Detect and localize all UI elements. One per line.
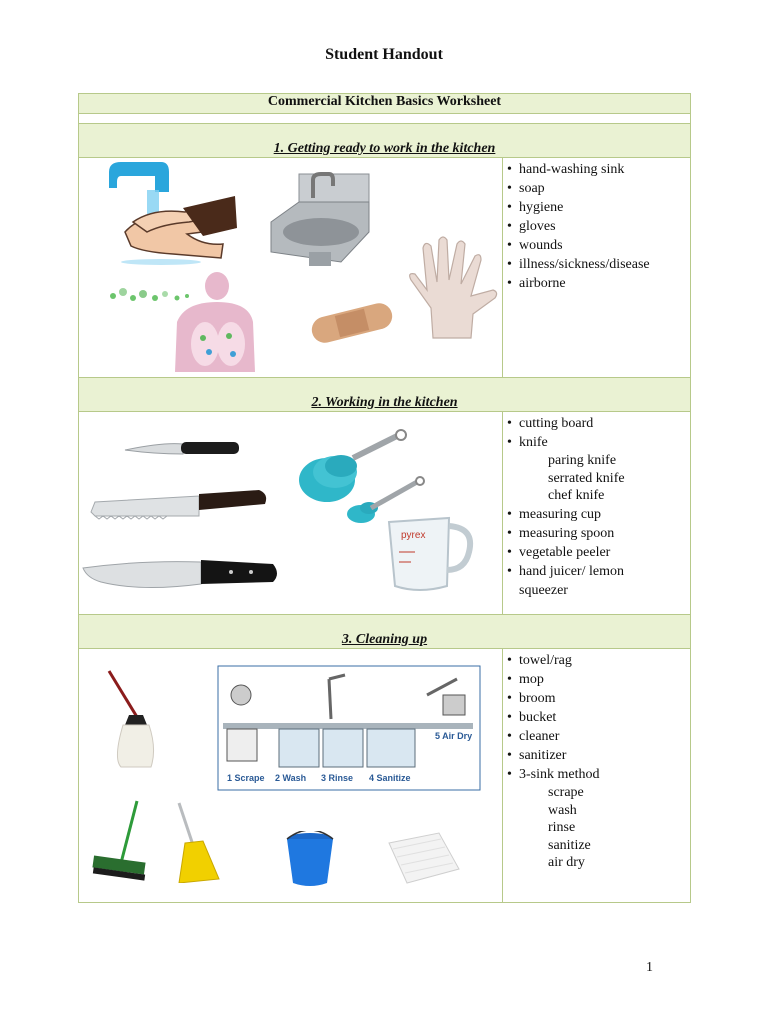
- towel-icon: [383, 829, 463, 887]
- list-item: • hand-washing sink: [507, 162, 625, 177]
- list-item: squeezer: [519, 582, 568, 598]
- diagram-step-wash: 2 Wash: [275, 773, 307, 783]
- three-sink-method-diagram: [217, 665, 481, 791]
- worksheet-table: [78, 93, 691, 903]
- cup-brand-label: pyrex: [401, 530, 426, 541]
- section-3-terms: [503, 649, 691, 903]
- spacer-row: [79, 114, 691, 124]
- list-item: • 3-sink method: [507, 767, 600, 782]
- airborne-illness-icon: [105, 272, 255, 372]
- method-step: sanitize: [548, 837, 591, 853]
- list-item: • hygiene: [507, 200, 564, 215]
- method-step: scrape: [548, 785, 584, 800]
- list-item: • hand juicer/ lemon: [507, 563, 624, 579]
- bucket-icon: [283, 831, 337, 889]
- push-broom-icon: [91, 799, 151, 881]
- broom-icon: [173, 801, 223, 883]
- list-item: • gloves: [507, 219, 556, 234]
- section-1-images: [79, 158, 503, 378]
- knife-type: paring knife: [548, 453, 617, 468]
- list-item: • towel/rag: [507, 653, 572, 668]
- list-item: • wounds: [507, 238, 563, 253]
- knife-type: chef knife: [548, 488, 605, 503]
- list-item: • broom: [507, 691, 556, 706]
- section-1-heading: 1. Getting ready to work in the kitchen: [79, 124, 691, 158]
- gloves-icon: [405, 234, 501, 340]
- section-3-images: [79, 649, 503, 903]
- list-item: • measuring spoon: [507, 525, 615, 541]
- chef-knife-icon: [81, 552, 281, 598]
- mop-icon: [103, 669, 159, 769]
- section-3-heading: 3. Cleaning up: [79, 615, 691, 649]
- method-step: air dry: [548, 855, 585, 870]
- diagram-step-air-dry: 5 Air Dry: [435, 731, 473, 741]
- serrated-knife-icon: [89, 484, 269, 524]
- section-2-terms: [503, 412, 691, 615]
- diagram-step-sanitize: 4 Sanitize: [369, 773, 411, 783]
- worksheet-title: Commercial Kitchen Basics Worksheet: [79, 94, 691, 114]
- page-title: Student Handout: [325, 46, 443, 63]
- section-2-heading: 2. Working in the kitchen: [79, 378, 691, 412]
- section-1-terms: [503, 158, 691, 378]
- diagram-step-scrape: 1 Scrape: [227, 773, 265, 783]
- list-item: • measuring cup: [507, 506, 602, 522]
- list-item: • airborne: [507, 276, 566, 291]
- list-item: • cutting board: [507, 416, 594, 431]
- list-item: • sanitizer: [507, 748, 567, 763]
- diagram-step-rinse: 3 Rinse: [321, 773, 354, 783]
- method-step: rinse: [548, 820, 576, 835]
- list-item: • soap: [507, 181, 545, 196]
- paring-knife-icon: [123, 436, 241, 460]
- list-item: • vegetable peeler: [507, 544, 611, 560]
- list-item: • illness/sickness/disease: [507, 257, 650, 272]
- measuring-cup-icon: [385, 512, 477, 594]
- list-item: • cleaner: [507, 729, 560, 744]
- hand-washing-sink-icon: [269, 172, 373, 272]
- method-step: wash: [548, 802, 577, 818]
- list-item: • bucket: [507, 710, 557, 725]
- section-2-images: [79, 412, 503, 615]
- page-number: 1: [646, 960, 653, 975]
- bandage-icon: [307, 298, 397, 348]
- knife-type: serrated knife: [548, 470, 625, 486]
- list-item: • knife: [507, 435, 548, 450]
- hand-washing-icon: [103, 162, 237, 266]
- list-item: • mop: [507, 672, 544, 687]
